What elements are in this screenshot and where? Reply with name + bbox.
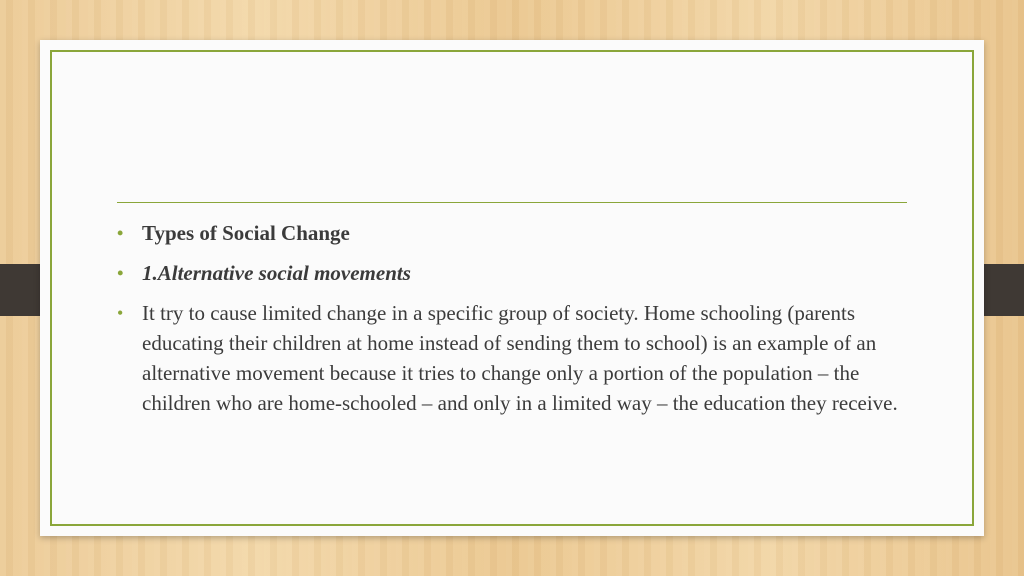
bullet-icon: • bbox=[117, 303, 124, 323]
bullet-item-description bbox=[117, 298, 917, 418]
slide-content bbox=[117, 215, 917, 418]
bullet-icon: • bbox=[117, 263, 124, 283]
bullet-text: Types of Social Change bbox=[142, 221, 350, 245]
bullet-item-types-of-social-change bbox=[117, 218, 917, 248]
bullet-text: 1.Alternative social movements bbox=[142, 261, 411, 285]
bullet-text: It try to cause limited change in a specific group of society. Home schooling (parents educating their children at home instead of sending them to school) is an example of an alternative movement because it tries to change only a portion of the population – the children who are home-schooled – and only in a limited way – the education they receive. bbox=[142, 301, 898, 415]
slide-card bbox=[40, 40, 984, 536]
bullet-item-alternative-social-movements bbox=[117, 258, 917, 288]
title-divider-line bbox=[117, 202, 907, 203]
bullet-icon: • bbox=[117, 223, 124, 243]
